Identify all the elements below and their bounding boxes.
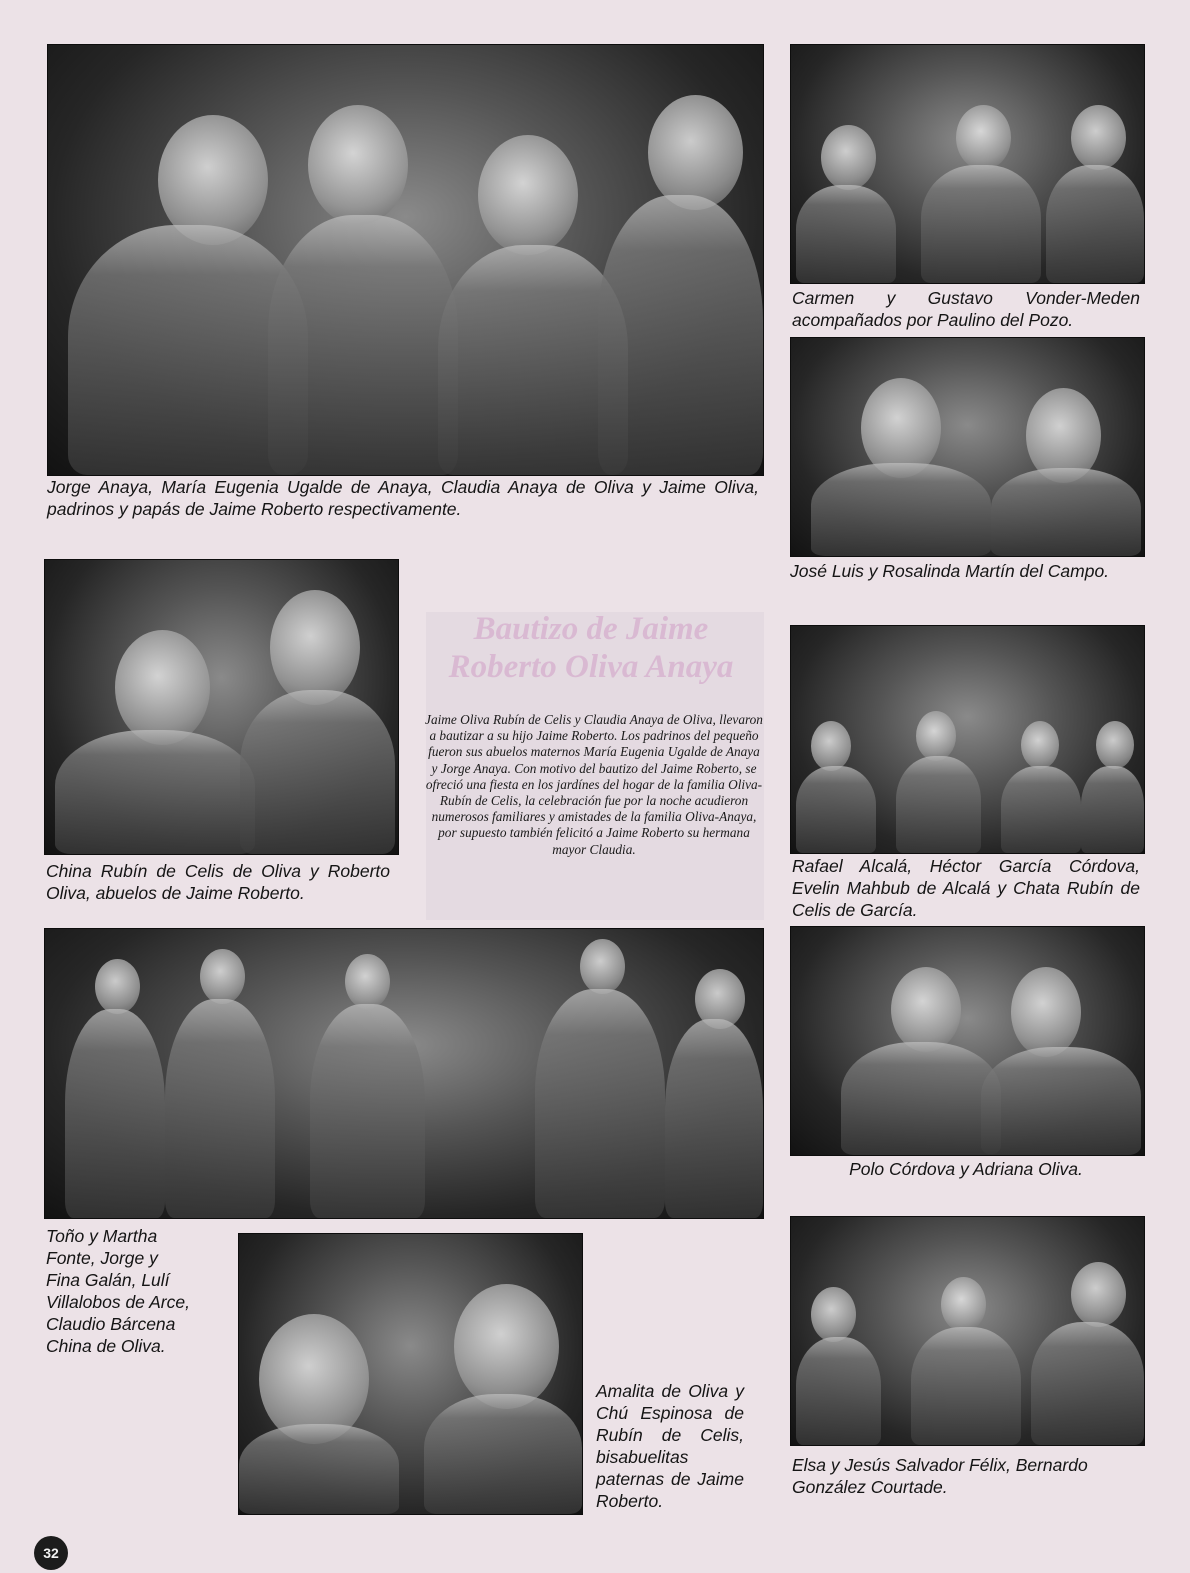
caption-bisabuelitas: Amalita de Oliva y Chú Espinosa de Rubín de Celis, bisabuelitas paternas de Jaime Roberto. xyxy=(596,1381,744,1511)
article-body: Jaime Oliva Rubín de Celis y Claudia Anaya de Oliva, llevaron a bautizar a su hijo Jaime Roberto. Los padrinos del pequeño fueron sus abuelos maternos María Eugenia Ugalde de Anaya y Jorge Anaya. Con motivo del bautizo del Jaime Roberto, se ofreció una fiesta en los jardínes del hogar de la familia Oliva-Rubín de Celis, la celebración fue por la noche acudieron numerosos familiares y amistades de la familia Oliva-Anaya, por supuesto también felicitó a Jaime Roberto su hermana mayor Claudia. xyxy=(425,712,763,857)
caption-vonder-meden: Carmen y Gustavo Vonder-Meden acompañados por Paulino del Pozo. xyxy=(792,288,1140,330)
photo-vonder-meden xyxy=(790,44,1145,284)
photo-alcala-garcia xyxy=(790,625,1145,854)
caption-alcala-garcia: Rafael Alcalá, Héctor García Córdova, Evelin Mahbub de Alcalá y Chata Rubín de Celis de García. xyxy=(792,856,1140,920)
caption-cordova-oliva: Polo Córdova y Adriana Oliva. xyxy=(849,1159,1083,1179)
caption-felix-gonzalez: Elsa y Jesús Salvador Félix, Bernardo González Courtade. xyxy=(792,1455,1088,1497)
caption-abuelos: China Rubín de Celis de Oliva y Roberto Oliva, abuelos de Jaime Roberto. xyxy=(46,861,390,903)
photo-bisabuelitas xyxy=(238,1233,583,1515)
photo-felix-gonzalez xyxy=(790,1216,1145,1446)
photo-grupo-mesa xyxy=(44,928,764,1219)
photo-padrinos-papas xyxy=(47,44,764,476)
photo-abuelos xyxy=(44,559,399,855)
article-title: Bautizo de Jaime Roberto Oliva Anaya xyxy=(448,611,734,685)
caption-martin-del-campo: José Luis y Rosalinda Martín del Campo. xyxy=(790,561,1110,581)
photo-martin-del-campo xyxy=(790,337,1145,557)
page-number: 32 xyxy=(34,1536,68,1570)
caption-grupo-mesa: Toño y Martha Fonte, Jorge y Fina Galán, Lulí Villalobos de Arce, Claudio Bárcena China de Oliva. xyxy=(46,1226,190,1356)
caption-padrinos-papas: Jorge Anaya, María Eugenia Ugalde de Anaya, Claudia Anaya de Oliva y Jaime Oliva, padrinos y papás de Jaime Roberto respectivamente. xyxy=(47,477,759,519)
photo-cordova-oliva xyxy=(790,926,1145,1156)
